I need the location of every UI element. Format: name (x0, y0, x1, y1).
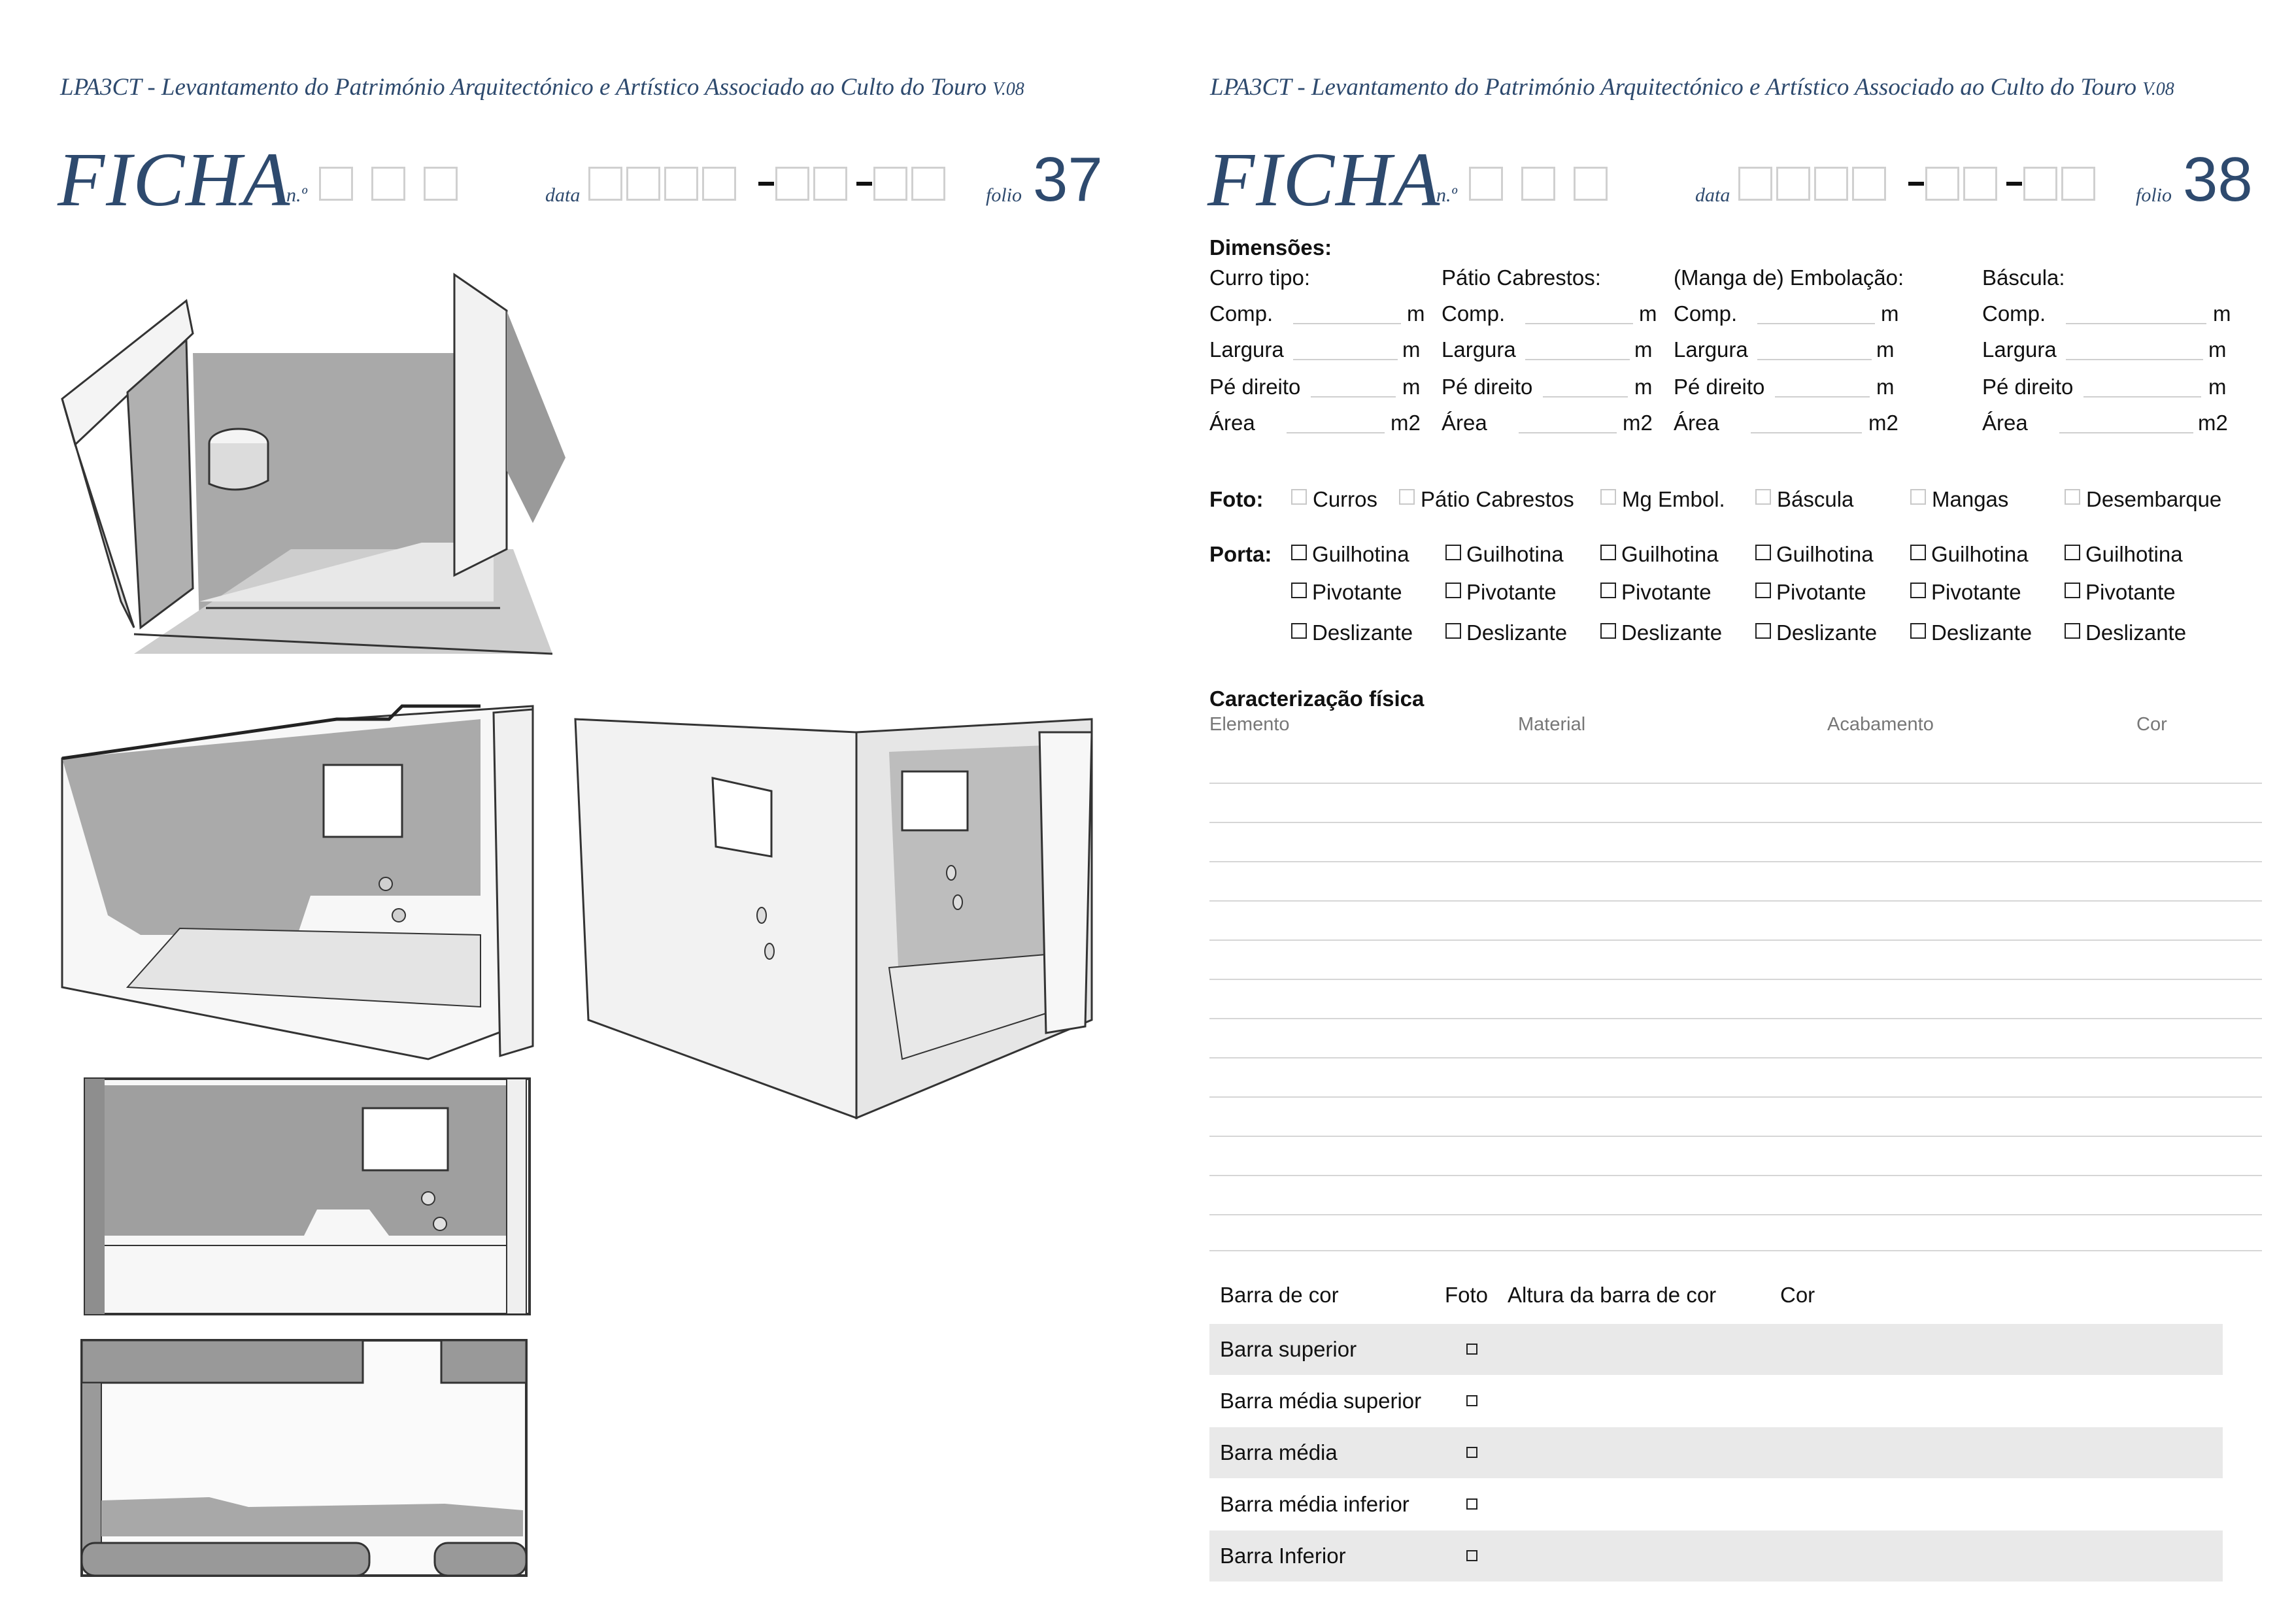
date-box[interactable] (873, 167, 907, 201)
dim-comp-field[interactable] (1525, 323, 1633, 324)
dim-unit: m (2213, 301, 2231, 326)
barra-row (1209, 1479, 2223, 1530)
date-box[interactable] (1925, 167, 1959, 201)
sketch-elevation-front (82, 1072, 533, 1321)
barra-row (1209, 1531, 2223, 1582)
porta-checkbox[interactable] (1445, 583, 1461, 598)
dim-largura-label: Largura (1442, 337, 1516, 362)
dim-largura-field[interactable] (2066, 359, 2203, 360)
table-row[interactable] (1209, 1214, 2262, 1215)
col-cor: Cor (2136, 714, 2167, 735)
barra-label: Barra média inferior (1220, 1492, 1409, 1516)
foto-checkbox[interactable] (1399, 489, 1415, 505)
page-header (60, 73, 1024, 101)
table-row[interactable] (1209, 783, 2262, 784)
dim-area-field[interactable] (2059, 432, 2193, 433)
date-box[interactable] (664, 167, 698, 201)
date-dash (856, 182, 872, 186)
foto-checkbox[interactable] (1291, 489, 1307, 505)
barra-checkbox[interactable] (1466, 1447, 1477, 1458)
dim-comp-field[interactable] (1757, 323, 1875, 324)
porta-checkbox[interactable] (1291, 545, 1307, 560)
porta-checkbox[interactable] (2065, 623, 2080, 639)
dim-pe-label: Pé direito (1674, 375, 1765, 399)
date-dash (1908, 182, 1924, 186)
dim-unit-m2: m2 (1623, 411, 1653, 435)
numero-label: n.º (286, 184, 307, 206)
header-version: V.08 (992, 79, 1024, 99)
porta-checkbox[interactable] (1910, 583, 1926, 598)
date-box[interactable] (1852, 167, 1886, 201)
porta-checkbox[interactable] (1600, 583, 1616, 598)
dim-pe-field[interactable] (2083, 396, 2201, 398)
dim-heading-bascula: Báscula: (1982, 265, 2065, 290)
dim-unit: m (1881, 301, 1899, 326)
dim-unit: m (1402, 337, 1421, 362)
porta-checkbox[interactable] (1600, 545, 1616, 560)
dim-unit: m (1634, 375, 1653, 399)
dim-largura-field[interactable] (1757, 359, 1872, 360)
table-row[interactable] (1209, 1136, 2262, 1137)
table-row[interactable] (1209, 939, 2262, 941)
table-row[interactable] (1209, 1175, 2262, 1176)
numero-box[interactable] (424, 167, 458, 201)
date-box[interactable] (911, 167, 945, 201)
porta-checkbox[interactable] (1445, 545, 1461, 560)
porta-option: Deslizante (1931, 620, 2033, 645)
porta-checkbox[interactable] (1910, 623, 1926, 639)
date-box[interactable] (626, 167, 660, 201)
cor-header: Cor (1780, 1283, 1815, 1307)
dim-heading-embolacao: (Manga de) Embolação: (1674, 265, 1904, 290)
col-elemento: Elemento (1209, 714, 1290, 735)
date-box[interactable] (588, 167, 622, 201)
foto-checkbox[interactable] (1600, 489, 1616, 505)
barra-label: Barra média (1220, 1440, 1338, 1464)
date-box[interactable] (2023, 167, 2057, 201)
dim-unit: m (1407, 301, 1425, 326)
dim-area-field[interactable] (1287, 432, 1385, 433)
dim-largura-label: Largura (1674, 337, 1748, 362)
date-box[interactable] (1776, 167, 1810, 201)
dim-heading-curro: Curro tipo: (1209, 265, 1311, 290)
porta-option: Guilhotina (1621, 542, 1719, 566)
porta-option: Pivotante (1776, 580, 1866, 604)
dim-area-field[interactable] (1751, 432, 1862, 433)
altura-header: Altura da barra de cor (1508, 1283, 1717, 1307)
numero-box[interactable] (1521, 167, 1555, 201)
numero-label: n.º (1436, 184, 1457, 206)
barra-row (1209, 1376, 2223, 1427)
numero-box[interactable] (319, 167, 353, 201)
porta-option: Guilhotina (2085, 542, 2183, 566)
dim-comp-label: Comp. (1982, 301, 2046, 326)
caracterizacao-title: Caracterização física (1209, 686, 1425, 711)
porta-option: Pivotante (2085, 580, 2176, 604)
foto-checkbox[interactable] (1755, 489, 1771, 505)
barra-row (1209, 1324, 2223, 1375)
foto-option: Mangas (1932, 487, 2009, 511)
numero-box[interactable] (1574, 167, 1608, 201)
porta-checkbox[interactable] (1755, 623, 1771, 639)
dim-unit-m2: m2 (1391, 411, 1421, 435)
dim-comp-label: Comp. (1442, 301, 1506, 326)
porta-option: Pivotante (1621, 580, 1712, 604)
sketch-room-iso (56, 262, 565, 667)
table-row[interactable] (1209, 1057, 2262, 1058)
dim-comp-label: Comp. (1674, 301, 1738, 326)
dim-pe-label: Pé direito (1982, 375, 2074, 399)
dim-unit: m (1876, 375, 1895, 399)
foto-option: Desembarque (2086, 487, 2222, 511)
barra-header: Barra de cor (1220, 1283, 1339, 1307)
ficha-row (58, 137, 1130, 222)
dim-pe-label: Pé direito (1442, 375, 1533, 399)
porta-checkbox[interactable] (1445, 623, 1461, 639)
dim-largura-field[interactable] (1525, 359, 1630, 360)
ficha-title: FICHA (58, 137, 292, 222)
header-text: LPA3CT - Levantamento do Património Arquitectónico e Artístico Associado ao Culto do Touro (1210, 74, 2137, 101)
porta-checkbox[interactable] (1291, 623, 1307, 639)
table-row[interactable] (1209, 822, 2262, 823)
sketch-room-interior (62, 680, 539, 1059)
dim-largura-label: Largura (1982, 337, 2057, 362)
dim-unit-m2: m2 (1868, 411, 1898, 435)
porta-checkbox[interactable] (1910, 545, 1926, 560)
dim-unit: m (1876, 337, 1895, 362)
barra-checkbox[interactable] (1466, 1498, 1477, 1510)
barra-label: Barra Inferior (1220, 1544, 1346, 1568)
date-dash (2006, 182, 2022, 186)
sketch-plan (78, 1334, 536, 1582)
porta-checkbox[interactable] (1600, 623, 1616, 639)
foto-checkbox[interactable] (1910, 489, 1926, 505)
data-label: data (545, 184, 581, 206)
dim-pe-field[interactable] (1775, 396, 1870, 398)
numero-box[interactable] (371, 167, 405, 201)
dimensoes-title: Dimensões: (1209, 235, 1332, 260)
table-row[interactable] (1209, 861, 2262, 862)
porta-option: Guilhotina (1466, 542, 1564, 566)
porta-option: Pivotante (1312, 580, 1402, 604)
porta-option: Guilhotina (1776, 542, 1874, 566)
date-box[interactable] (1963, 167, 1997, 201)
barra-checkbox[interactable] (1466, 1344, 1477, 1355)
folio-label: folio (2136, 184, 2172, 206)
dim-pe-field[interactable] (1543, 396, 1628, 398)
porta-option: Deslizante (1466, 620, 1568, 645)
table-row[interactable] (1209, 900, 2262, 902)
dim-largura-label: Largura (1209, 337, 1284, 362)
barra-label: Barra superior (1220, 1337, 1357, 1361)
dim-area-label: Área (1674, 411, 1719, 435)
foto-checkbox[interactable] (2065, 489, 2080, 505)
date-box[interactable] (775, 167, 809, 201)
date-box[interactable] (702, 167, 736, 201)
dim-area-label: Área (1209, 411, 1255, 435)
foto-label: Foto: (1209, 487, 1264, 511)
porta-checkbox[interactable] (2065, 583, 2080, 598)
porta-option: Deslizante (1776, 620, 1878, 645)
dim-comp-field[interactable] (1293, 323, 1401, 324)
porta-label: Porta: (1209, 542, 1272, 566)
porta-option: Deslizante (1621, 620, 1723, 645)
barra-checkbox[interactable] (1466, 1550, 1477, 1561)
table-row[interactable] (1209, 1250, 2262, 1251)
dim-largura-field[interactable] (1293, 359, 1398, 360)
header-version: V.08 (2142, 79, 2174, 99)
numero-box[interactable] (1469, 167, 1503, 201)
barra-label: Barra média superior (1220, 1389, 1422, 1413)
ficha-row (1207, 137, 2280, 222)
dim-unit: m (1402, 375, 1421, 399)
porta-option: Pivotante (1931, 580, 2021, 604)
foto-option: Pátio Cabrestos (1421, 487, 1574, 511)
barra-row (1209, 1427, 2223, 1478)
porta-checkbox[interactable] (1755, 545, 1771, 560)
folio-number: 37 (1033, 144, 1103, 214)
date-box[interactable] (813, 167, 847, 201)
folio-label: folio (986, 184, 1022, 206)
dim-unit-m2: m2 (2198, 411, 2228, 435)
porta-option: Pivotante (1466, 580, 1557, 604)
date-box[interactable] (1738, 167, 1772, 201)
foto-option: Báscula (1777, 487, 1854, 511)
dim-comp-label: Comp. (1209, 301, 1274, 326)
date-dash (758, 182, 774, 186)
table-row[interactable] (1209, 1096, 2262, 1098)
foto-option: Curros (1313, 487, 1378, 511)
page-header (1210, 73, 2174, 101)
dim-comp-field[interactable] (2066, 323, 2206, 324)
dim-area-field[interactable] (1519, 432, 1617, 433)
col-acabamento: Acabamento (1827, 714, 1934, 735)
folio-number: 38 (2183, 144, 2253, 214)
porta-option: Deslizante (1312, 620, 1413, 645)
dim-heading-patio: Pátio Cabrestos: (1442, 265, 1601, 290)
dim-area-label: Área (1442, 411, 1487, 435)
foto-option: Mg Embol. (1622, 487, 1725, 511)
dim-unit: m (2208, 337, 2227, 362)
dim-pe-label: Pé direito (1209, 375, 1301, 399)
data-label: data (1695, 184, 1730, 206)
header-text: LPA3CT - Levantamento do Património Arquitectónico e Artístico Associado ao Culto do Touro (60, 74, 987, 101)
sketch-room-exterior (575, 706, 1098, 1125)
porta-checkbox[interactable] (2065, 545, 2080, 560)
dim-area-label: Área (1982, 411, 2028, 435)
date-box[interactable] (1814, 167, 1848, 201)
dim-unit: m (2208, 375, 2227, 399)
table-row[interactable] (1209, 1018, 2262, 1019)
dim-pe-field[interactable] (1311, 396, 1396, 398)
table-row[interactable] (1209, 979, 2262, 980)
porta-option: Guilhotina (1312, 542, 1409, 566)
foto-header: Foto (1445, 1283, 1489, 1307)
col-material: Material (1518, 714, 1586, 735)
ficha-title: FICHA (1207, 137, 1442, 222)
dim-unit: m (1634, 337, 1653, 362)
porta-checkbox[interactable] (1291, 583, 1307, 598)
porta-option: Deslizante (2085, 620, 2187, 645)
date-box[interactable] (2061, 167, 2095, 201)
barra-checkbox[interactable] (1466, 1395, 1477, 1406)
porta-checkbox[interactable] (1755, 583, 1771, 598)
porta-option: Guilhotina (1931, 542, 2029, 566)
dim-unit: m (1639, 301, 1657, 326)
